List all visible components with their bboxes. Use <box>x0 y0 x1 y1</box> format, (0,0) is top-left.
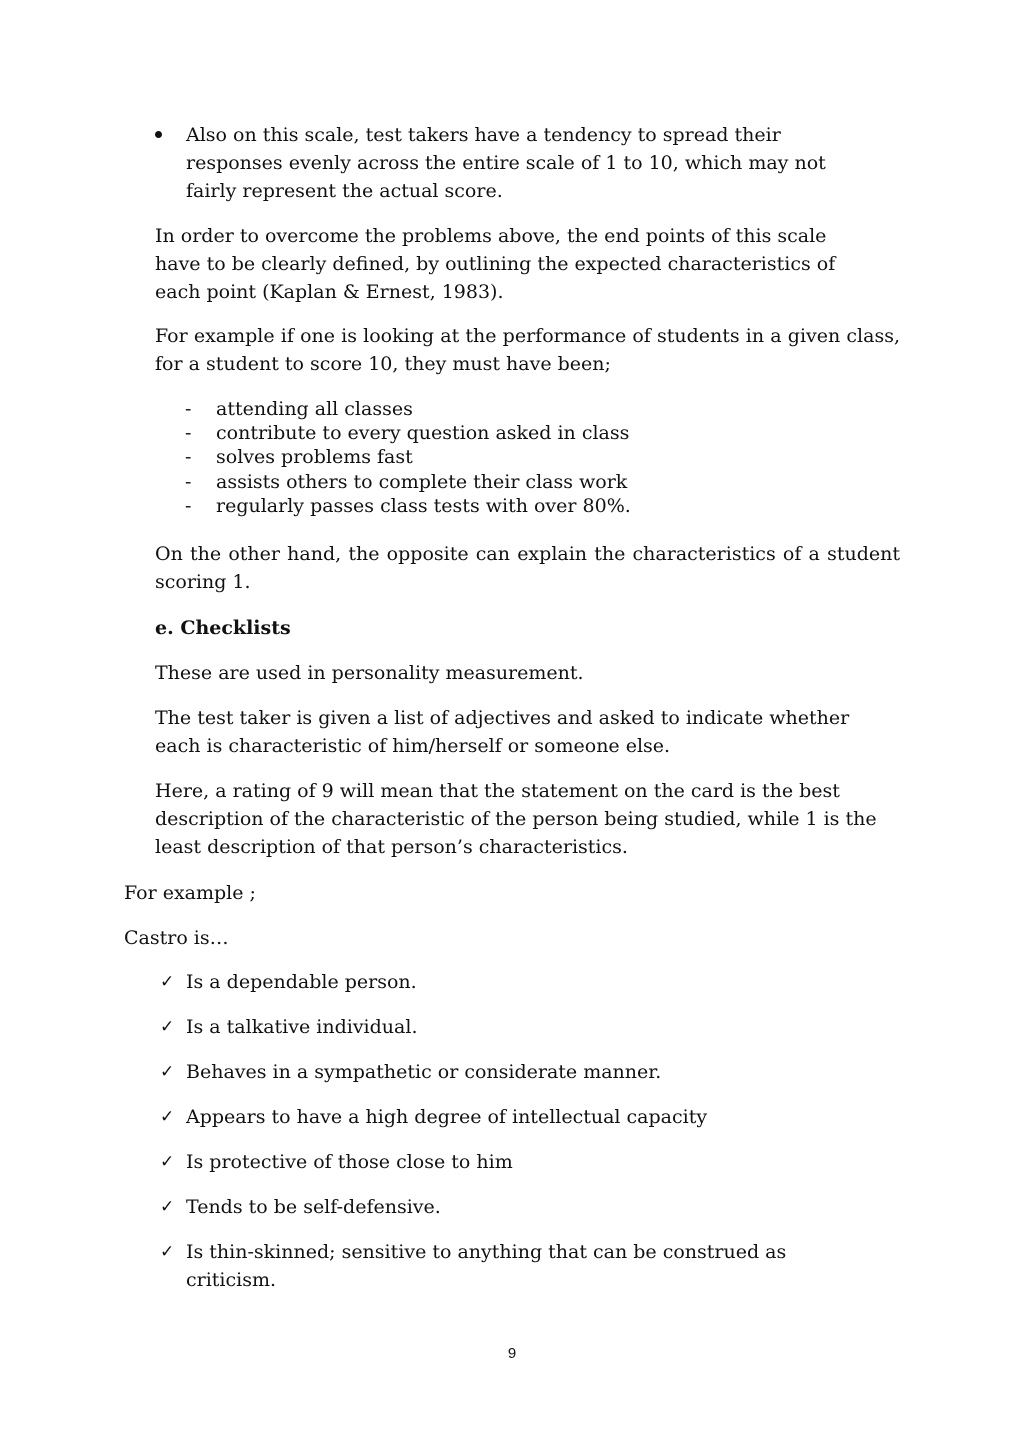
checkmark-icon: ✓ <box>160 1017 175 1037</box>
checkmark-icon: ✓ <box>160 1152 175 1172</box>
checklist <box>160 968 880 1311</box>
dash-list-item: - contribute to every question asked in class <box>185 422 630 445</box>
paragraph-rating: Here, a rating of 9 will mean that the statement on the card is the best description of the characteristic of the person being studied, while 1 is the least description of that person’s characteristics. <box>155 780 877 858</box>
checklist-item: ✓ Is a dependable person. <box>160 968 880 996</box>
paragraph-other-hand: On the other hand, the opposite can explain the characteristics of a student scoring 1. <box>155 543 900 593</box>
bullet-text: Also on this scale, test takers have a tendency to spread their responses evenly across the entire scale of 1 to 10, which may not fairly represent the actual score. <box>186 124 826 202</box>
checklist-item: ✓ Is thin-skinned; sensitive to anything that can be construed as criticism. <box>160 1238 826 1294</box>
checklist-item: ✓ Tends to be self-defensive. <box>160 1193 880 1221</box>
checkmark-icon: ✓ <box>160 972 175 992</box>
dash-list-item: - regularly passes class tests with over 80%. <box>185 494 631 517</box>
paragraph-overcome: In order to overcome the problems above, the end points of this scale have to be clearly defined, by outlining the expected characteristics of each point (Kaplan & Ernest, 1983). <box>155 225 836 303</box>
checklist-item: ✓ Behaves in a sympathetic or considerate manner. <box>160 1058 880 1086</box>
checkmark-icon: ✓ <box>160 1107 175 1127</box>
dash-icon: - <box>185 398 192 420</box>
dash-list-item: - solves problems fast <box>185 446 413 469</box>
checklist-item: ✓ Appears to have a high degree of intellectual capacity <box>160 1103 880 1131</box>
checkmark-icon: ✓ <box>160 1242 175 1262</box>
page-number: 9 <box>507 1345 517 1362</box>
dash-icon: - <box>185 470 192 493</box>
dash-icon: - <box>185 422 192 445</box>
for-example-label: For example ; <box>124 882 256 904</box>
checkmark-icon: ✓ <box>160 1197 175 1217</box>
checklist-item: ✓ Is protective of those close to him <box>160 1148 880 1176</box>
dash-list <box>185 397 785 518</box>
bullet-dot-icon <box>155 131 162 138</box>
dash-list-item: - attending all classes <box>185 398 413 420</box>
checkmark-icon: ✓ <box>160 1062 175 1082</box>
checklist-item: ✓ Is a talkative individual. <box>160 1013 880 1041</box>
paragraph-example: For example if one is looking at the performance of students in a given class, for a student to score 10, they must have been; <box>155 325 900 375</box>
paragraph-test-taker: The test taker is given a list of adjectives and asked to indicate whether each is characteristic of him/herself or someone else. <box>155 707 850 757</box>
section-heading: e. Checklists <box>155 617 291 639</box>
dash-list-item: - assists others to complete their class work <box>185 470 628 493</box>
paragraph-personality: These are used in personality measurement. <box>155 662 584 684</box>
dash-icon: - <box>185 494 192 517</box>
castro-label: Castro is… <box>124 927 229 949</box>
dash-icon: - <box>185 446 192 469</box>
